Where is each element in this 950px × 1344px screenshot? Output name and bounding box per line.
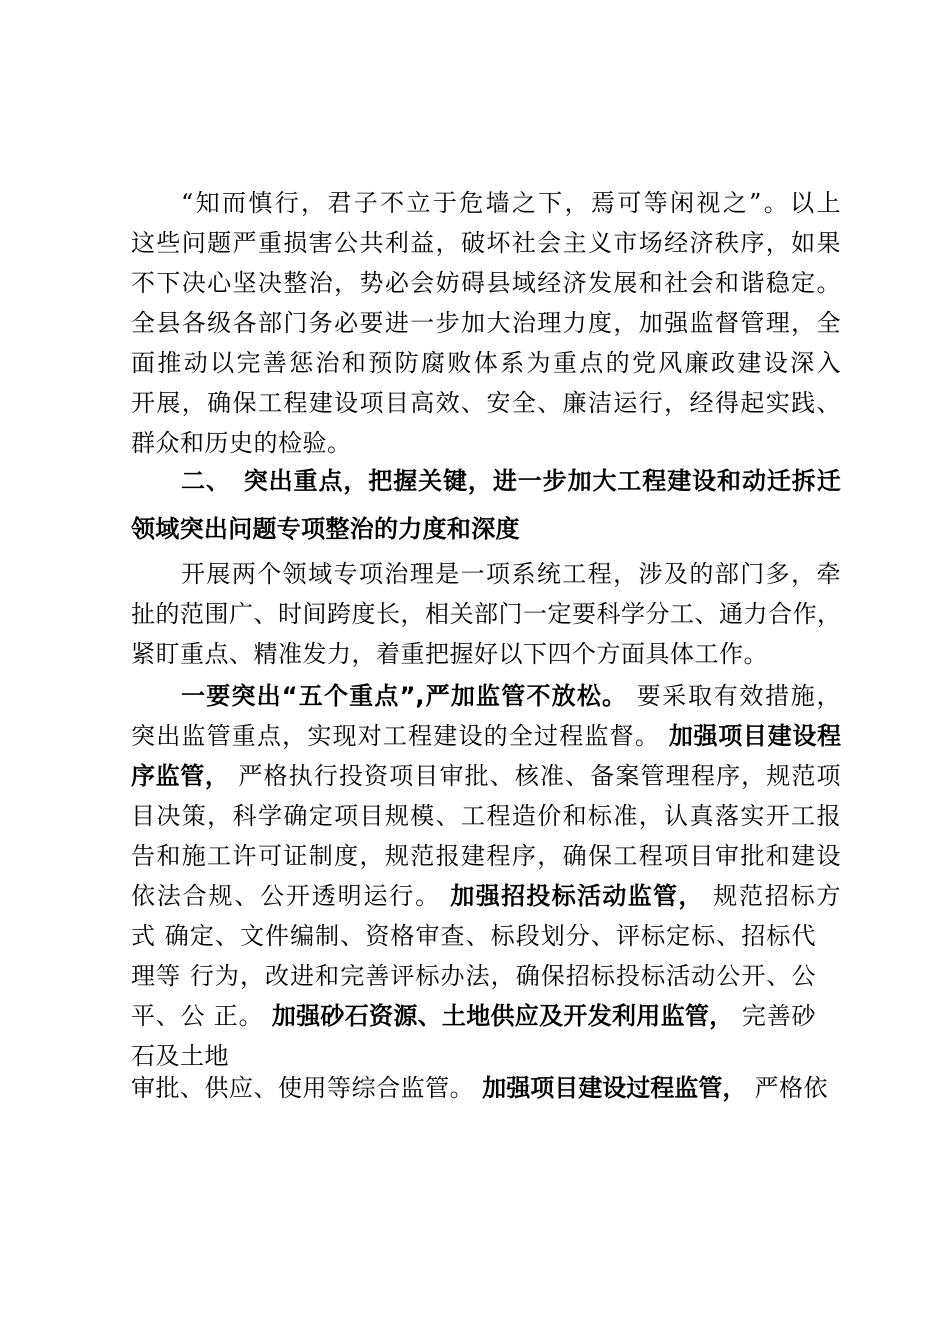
section-heading: 二、 突出重点，把握关键，进一步加大工程建设和动迁拆迁: [181, 467, 841, 495]
paragraph-line: [131, 999, 816, 1033]
paragraph-line: [131, 719, 841, 753]
bold-lead: 加强砂石资源、土地供应及开发利用监管，: [271, 1002, 734, 1030]
paragraph-line: 扯的范围广、时间跨度长，相关部门一定要科学分工、通力合作，: [131, 600, 842, 628]
bold-lead: 加强项目建设过程监管，: [482, 1074, 747, 1102]
paragraph-line: “知而慎行，君子不立于危墙之下，焉可等闲视之”。以上: [181, 189, 841, 217]
paragraph-line: 理等 行为，改进和完善评标办法，确保招标投标活动公开、公: [131, 962, 816, 990]
line-text: 严格依: [754, 1074, 828, 1102]
bold-lead: 加强招投标活动监管，: [450, 882, 704, 910]
line-text: 平、公 正。: [131, 1002, 264, 1030]
bold-lead: 一要突出“五个重点”,严加监管不放松。: [181, 682, 628, 710]
section-heading: 领域突出问题专项整治的力度和深度: [131, 515, 520, 543]
paragraph-line: [131, 1071, 828, 1105]
line-text: 规范招标方: [713, 882, 842, 910]
line-text: 突出监管重点，实现对工程建设的全过程监督。: [131, 722, 661, 750]
paragraph-line: 目决策，科学确定项目规模、工程造价和标准，认真落实开工报: [131, 802, 841, 830]
paragraph-line: 告和施工许可证制度，规范报建程序，确保工程项目审批和建设: [131, 842, 841, 870]
paragraph-line: [181, 679, 841, 713]
paragraph-line: 这些问题严重损害公共利益，破坏社会主义市场经济秩序，如果: [131, 229, 841, 257]
paragraph-line: [131, 759, 841, 793]
line-text: 依法合规、公开透明运行。: [131, 882, 441, 910]
line-text: 要采取有效措施，: [636, 682, 842, 710]
bold-lead: 序监管，: [131, 762, 230, 790]
paragraph-line: [131, 879, 841, 913]
paragraph-line: 不下决心坚决整治，势必会妨碍县域经济发展和社会和谐稳定。: [131, 269, 841, 297]
paragraph-line: 开展两个领域专项治理是一项系统工程，涉及的部门多，牵: [181, 560, 841, 588]
paragraph-line: 群众和历史的检验。: [131, 429, 352, 457]
line-text: 完善砂: [741, 1002, 816, 1030]
paragraph-line: 石及土地: [131, 1042, 229, 1070]
paragraph-line: 面推动以完善惩治和预防腐败体系为重点的党风廉政建设深入: [131, 349, 841, 377]
bold-lead: 加强项目建设程: [668, 722, 842, 750]
paragraph-line: 全县各级各部门务必要进一步加大治理力度，加强监督管理，全: [131, 309, 841, 337]
line-text: 审批、供应、使用等综合监管。: [131, 1074, 475, 1102]
line-text: 严格执行投资项目审批、核准、备案管理程序，规范项: [238, 762, 842, 790]
paragraph-line: 开展，确保工程建设项目高效、安全、廉洁运行，经得起实践、: [131, 389, 841, 417]
paragraph-line: 紧盯重点、精准发力，着重把握好以下四个方面具体工作。: [131, 640, 768, 668]
paragraph-line: 式 确定、文件编制、资格审查、标段划分、评标定标、招标代: [131, 922, 816, 950]
